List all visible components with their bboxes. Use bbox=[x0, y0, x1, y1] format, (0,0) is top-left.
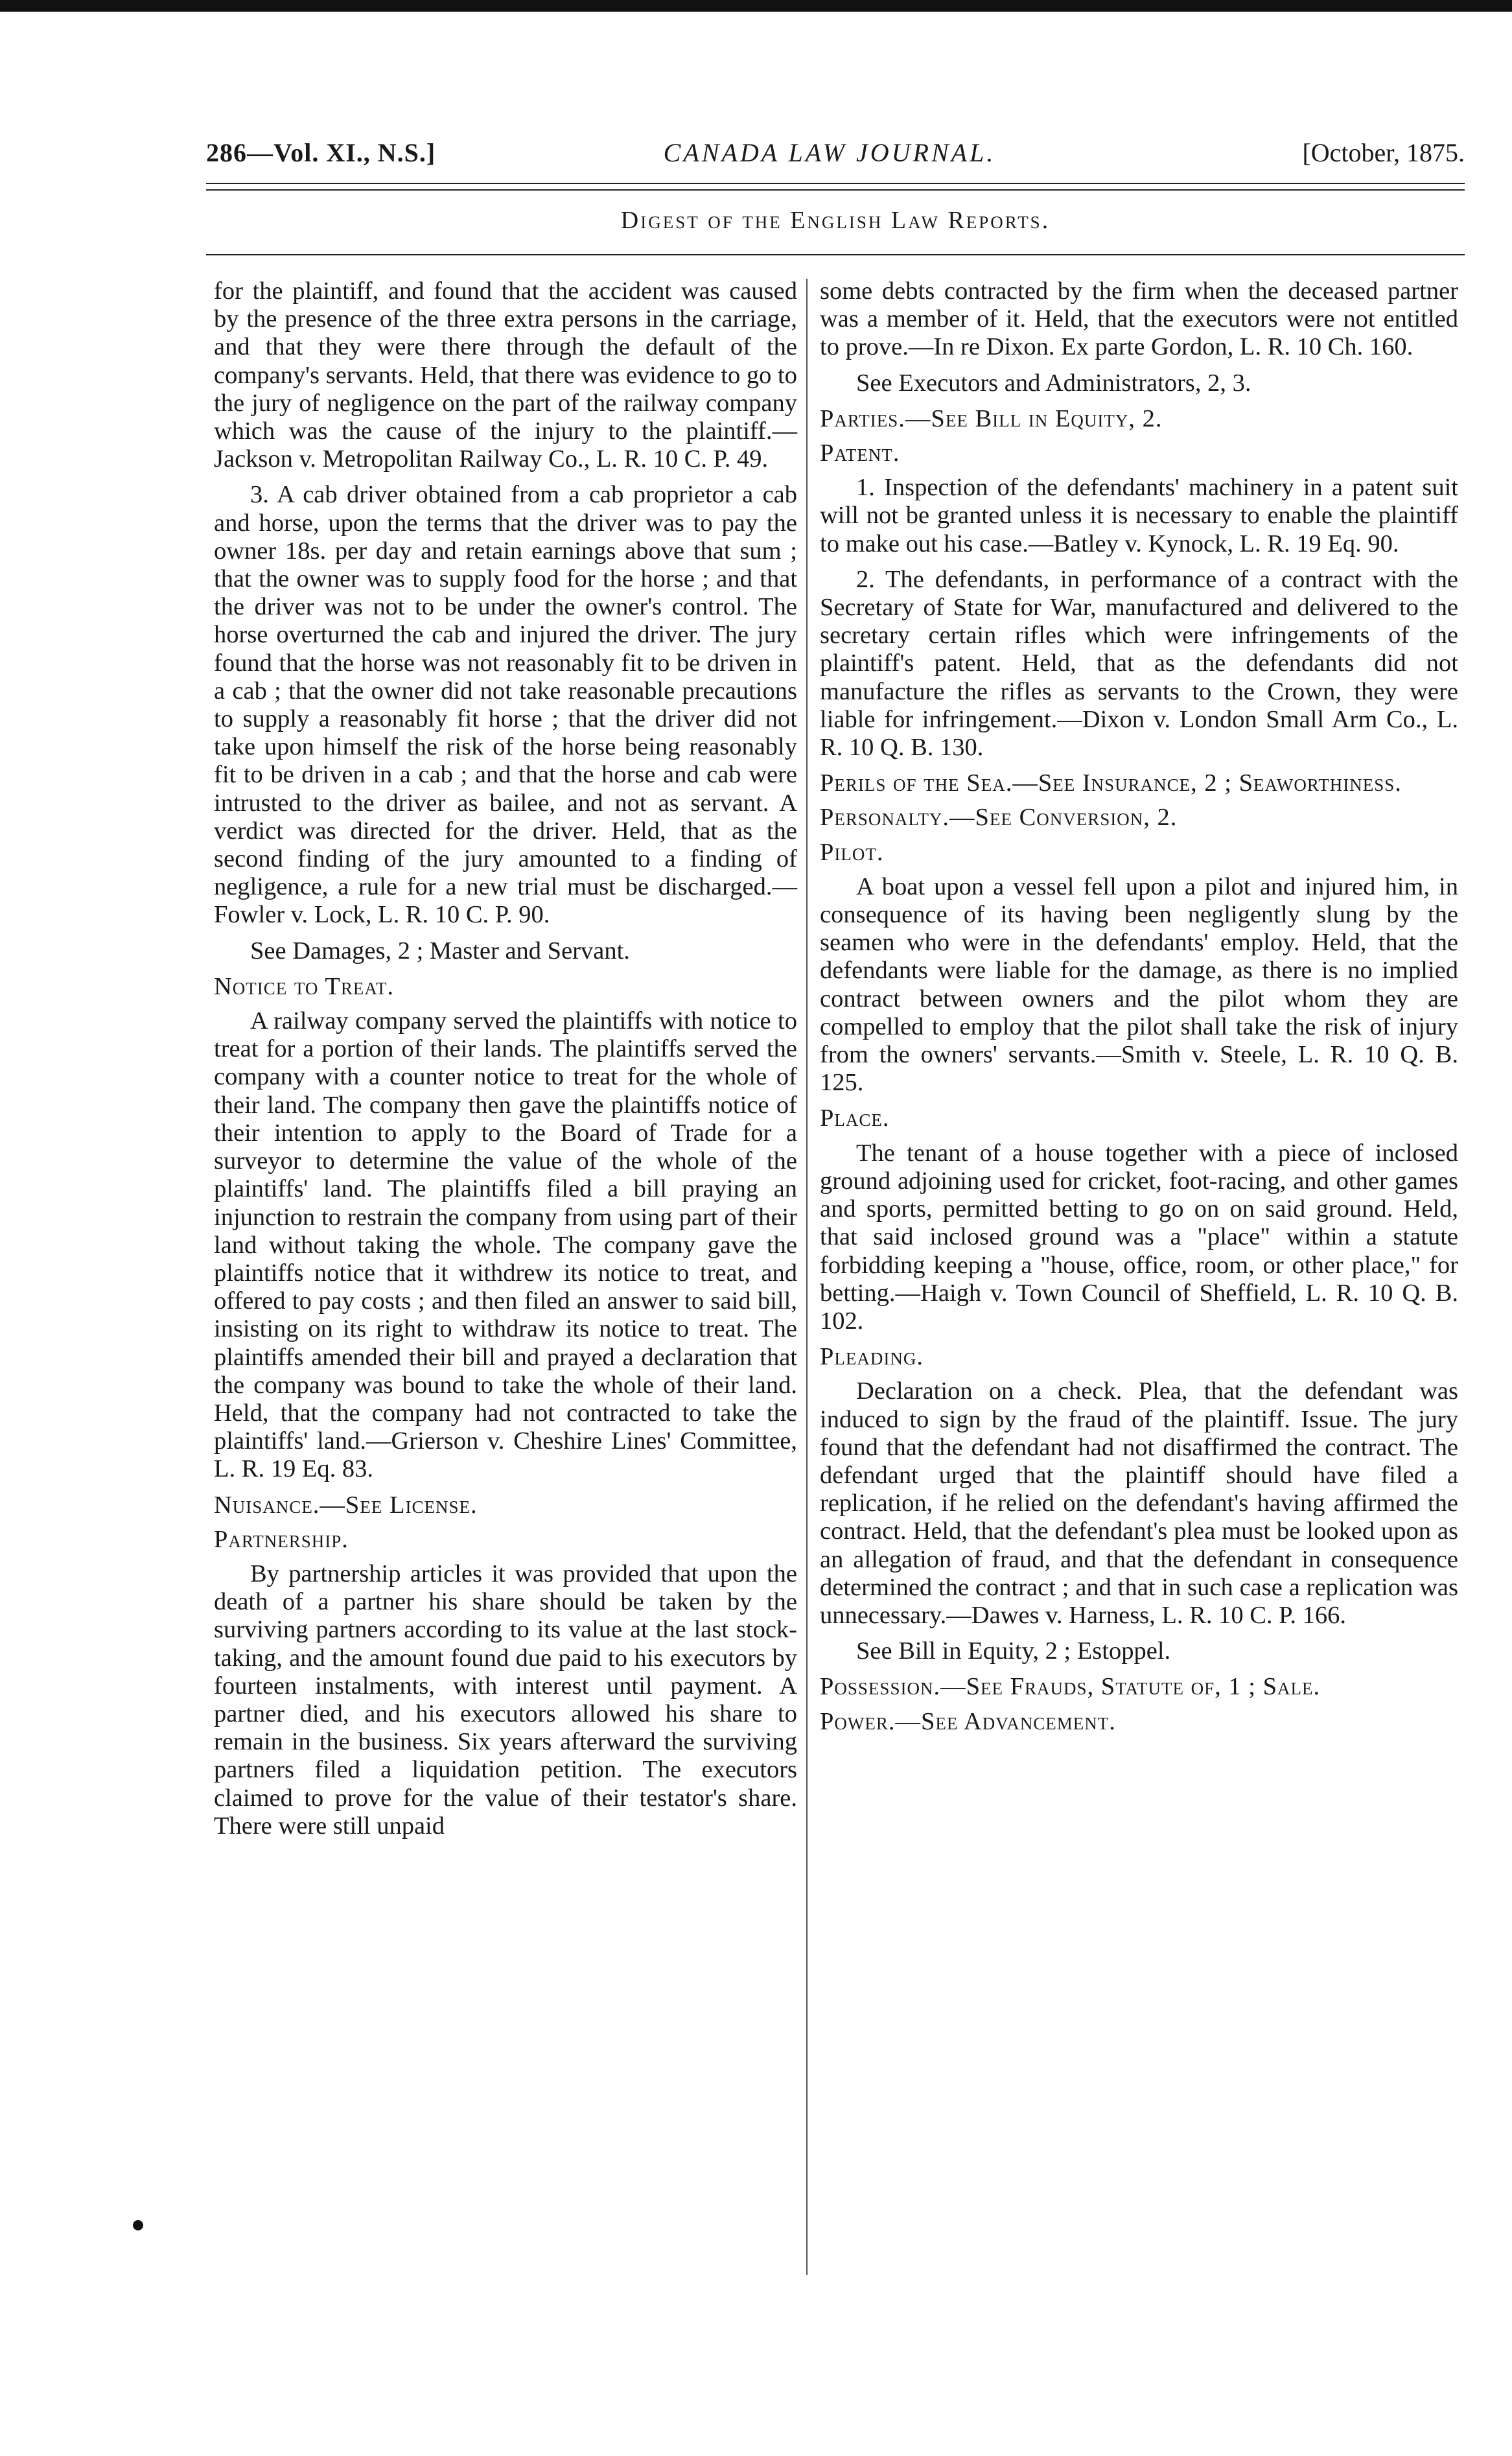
heading-parties: Parties.—See Bill in Equity, 2. bbox=[820, 404, 1163, 432]
paragraph: Declaration on a check. Plea, that the defendant was induced to sign by the fraud of the plaintiff. Issue. The jury found that the defendant had not disaffirmed the contract. The defendant urged that the plaintiff should have filed a replication, if he relied on the defendant's having affirmed the contract. Held, that the defendant's plea must be looked upon as an allegation of fraud, and that the defendant in consequence determined the contract ; and that in such case a replication was unnecessary.—Dawes v. Harness, L. R. 10 C. P. 166. bbox=[820, 1377, 1458, 1629]
heading-pleading: Pleading. bbox=[820, 1343, 924, 1371]
column-divider bbox=[806, 279, 808, 2275]
paragraph: By partnership articles it was provided that upon the death of a partner his share should be taken by the surviving partners according to its value at the last stock-taking, and the amount found due paid to his executors by fourteen instalments, with interest until payment. A partner died, and his executors allowed his share to remain in the business. Six years afterward the surviving partners filed a liquidation petition. The executors claimed to prove for the value of their testator's share. There were still unpaid bbox=[214, 1560, 797, 1840]
subtitle-rule bbox=[206, 254, 1465, 255]
paragraph: 3. A cab driver obtained from a cab proprietor a cab and horse, upon the terms that the driver was to pay the owner 18s. per day and retain earnings above that sum ; that the owner was to supply food for the horse ; and that the driver was not to be under the owner's control. The horse overturned the cab and injured the driver. The jury found that the horse was not reasonably fit to be driven in a cab ; that the owner did not take reasonable precautions to supply a reasonably fit horse ; that the driver did not take upon himself the risk of the horse being reasonably fit to be driven in a cab ; and that the horse and cab were intrusted to the driver as bailee, and not as servant. A verdict was directed for the driver. Held, that as the second finding of the jury amounted to a finding of negligence, a rule for a new trial must be discharged.—Fowler v. Lock, L. R. 10 C. P. 90. bbox=[214, 481, 797, 929]
heading-patent: Patent. bbox=[820, 439, 900, 467]
cross-reference: See Bill in Equity, 2 ; Estoppel. bbox=[856, 1637, 1171, 1665]
paragraph: A railway company served the plaintiffs with notice to treat for a portion of their lands. The plaintiffs served the company with a counter notice to treat for the whole of their land. The company then gave the plaintiffs notice of their intention to apply to the Board of Trade for a surveyor to determine the value of the whole of the plaintiffs' land. The plaintiffs filed a bill praying an injunction to restrain the company from using part of their land without taking the whole. The company gave the plaintiffs notice that it withdrew its notice to treat, and offered to pay costs ; and then filed an answer to said bill, insisting on its right to withdraw its notice to treat. The plaintiffs amended their bill and prayed a declaration that the company was bound to take the whole of their land. Held, that the company had not contracted to take the plaintiffs' land.—Grierson v. Cheshire Lines' Committee, L. R. 19 Eq. 83. bbox=[214, 1007, 797, 1483]
journal-title: CANADA LAW JOURNAL. bbox=[663, 138, 996, 167]
header-rule bbox=[206, 183, 1465, 184]
heading-pilot: Pilot. bbox=[820, 838, 884, 866]
paragraph: for the plaintiff, and found that the accident was caused by the presence of the three extra persons in the carriage, and that they were there through the default of the company's servants. Held, that there was evidence to go to the jury of negligence on the part of the railway company which was the cause of the injury to the plaintiff.—Jackson v. Metropolitan Railway Co., L. R. 10 C. P. 49. bbox=[214, 277, 797, 473]
heading-possession: Possession.—See Frauds, Statute of, 1 ; Sale. bbox=[820, 1673, 1321, 1701]
running-header bbox=[194, 137, 1465, 176]
heading-power: Power.—See Advancement. bbox=[820, 1707, 1116, 1735]
section-title: Digest of the English Law Reports. bbox=[620, 207, 1051, 234]
cross-reference: See Damages, 2 ; Master and Servant. bbox=[250, 937, 630, 965]
header-rule-2 bbox=[206, 189, 1465, 191]
heading-personalty: Personalty.—See Conversion, 2. bbox=[820, 804, 1178, 832]
paragraph: 2. The defendants, in performance of a contract with the Secretary of State for War, manufactured and delivered to the secretary certain rifles which were infringements of the plaintiff's patent. Held, that as the defendants did not manufacture the rifles as servants to the Crown, they were liable for infringement.—Dixon v. London Small Arm Co., L. R. 10 Q. B. 130. bbox=[820, 565, 1458, 762]
paragraph: 1. Inspection of the defendants' machinery in a patent suit will not be granted unless it is necessary to enable the plaintiff to make out his case.—Batley v. Kynock, L. R. 19 Eq. 90. bbox=[820, 474, 1458, 557]
heading-partnership: Partnership. bbox=[214, 1525, 349, 1553]
scan-edge bbox=[0, 0, 1512, 12]
page-volume: 286—Vol. XI., N.S.] bbox=[206, 138, 436, 167]
cross-reference: See Executors and Administrators, 2, 3. bbox=[856, 369, 1251, 397]
heading-place: Place. bbox=[820, 1105, 890, 1132]
left-column bbox=[214, 277, 797, 1848]
paragraph: The tenant of a house together with a piece of inclosed ground adjoining used for cricket, foot-racing, and other games and sports, permitted betting to go on on said ground. Held, that said inclosed ground was a "place" within a statute forbidding keeping a "house, office, room, or other place," for betting.—Haigh v. Town Council of Sheffield, L. R. 10 Q. B. 102. bbox=[820, 1139, 1458, 1335]
heading-perils-of-the-sea: Perils of the Sea.—See Insurance, 2 ; Seaworthiness. bbox=[820, 769, 1402, 797]
heading-notice-to-treat: Notice to Treat. bbox=[214, 972, 394, 1000]
issue-date: [October, 1875. bbox=[1302, 138, 1465, 167]
paragraph: A boat upon a vessel fell upon a pilot and injured him, in consequence of its having been negligently slung by the seamen who were in the defendants' employ. Held, that the defendants were liable for the damage, as there is no implied contract between owners and the pilot whom they are compelled to employ that the pilot shall take the risk of injury from the owners' servants.—Smith v. Steele, L. R. 10 Q. B. 125. bbox=[820, 872, 1458, 1097]
heading-nuisance: Nuisance.—See License. bbox=[214, 1491, 478, 1519]
ink-blot bbox=[133, 2220, 143, 2230]
right-column bbox=[820, 277, 1458, 1742]
paragraph: some debts contracted by the firm when the deceased partner was a member of it. Held, that the executors were not entitled to prove.—In re Dixon. Ex parte Gordon, L. R. 10 Ch. 160. bbox=[820, 277, 1458, 361]
